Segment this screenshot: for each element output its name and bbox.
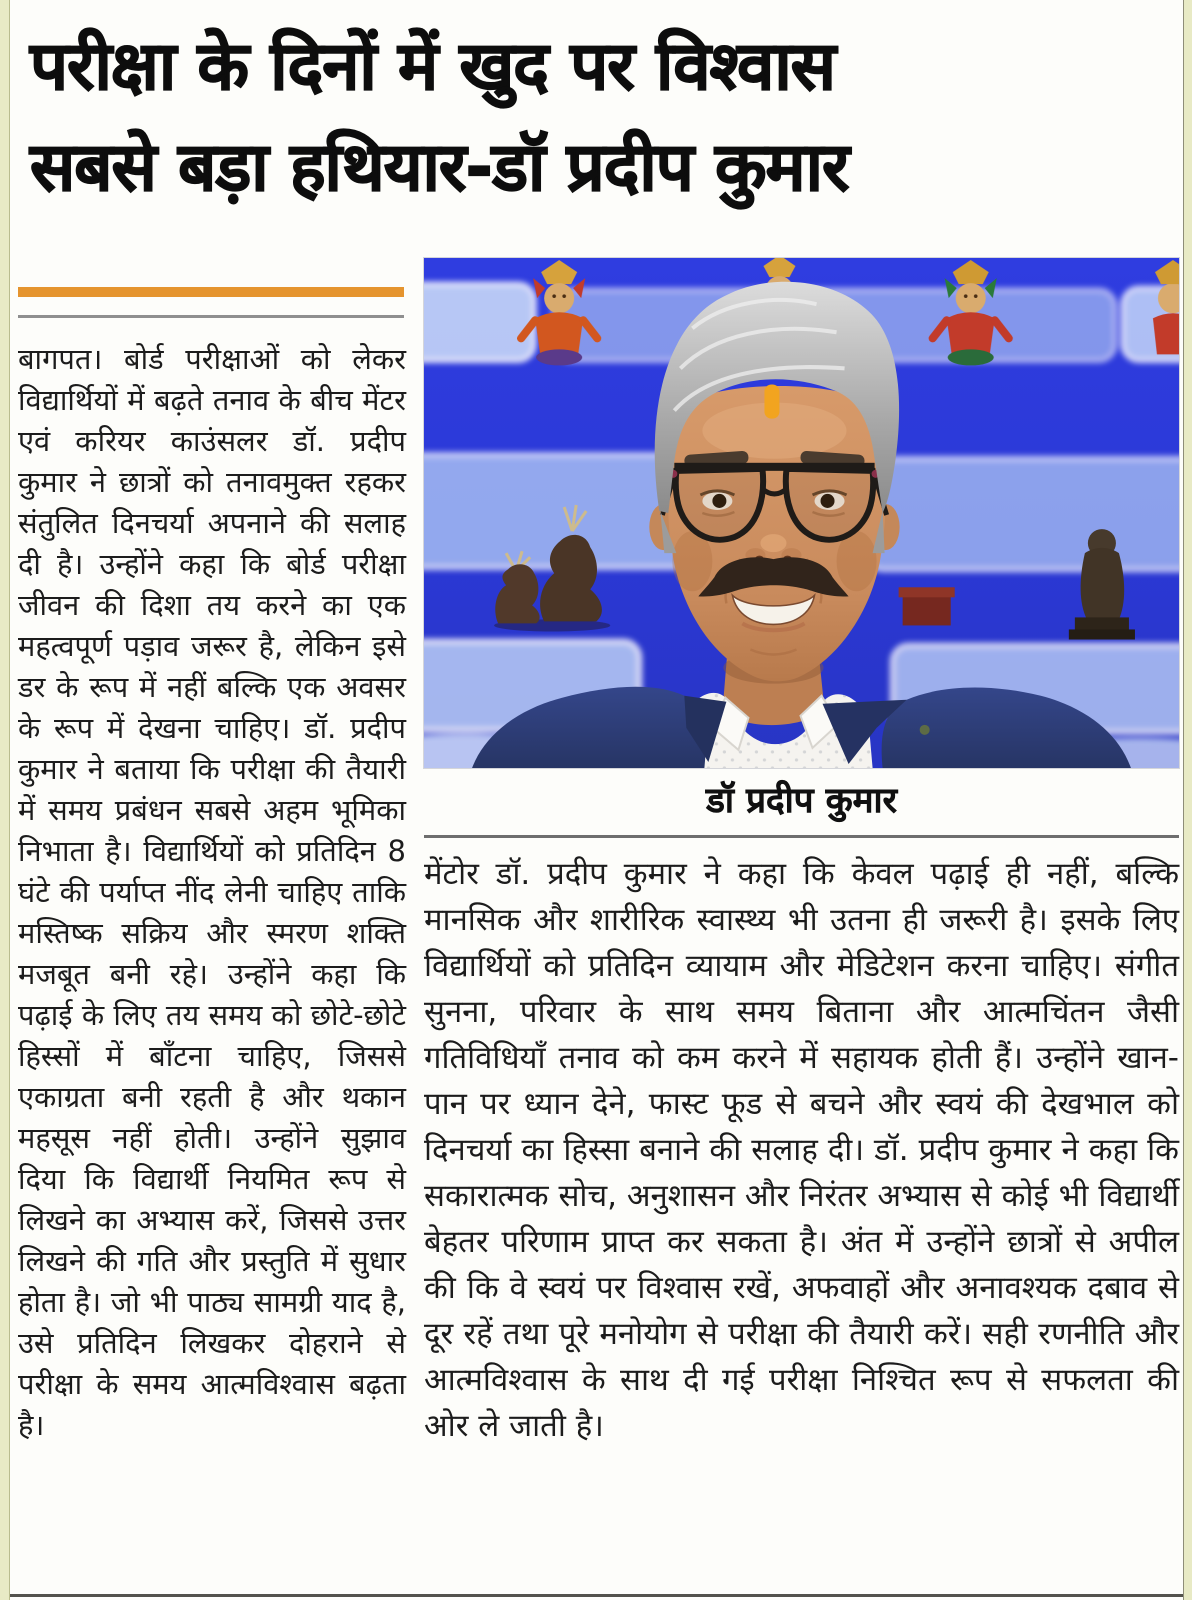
lede-accent-bar xyxy=(18,287,404,297)
bottom-edge-rule xyxy=(10,1594,1183,1597)
portrait-photo xyxy=(424,258,1179,768)
column-rule xyxy=(18,315,404,318)
lapel-pin xyxy=(920,725,930,735)
red-box-figurine xyxy=(899,587,955,625)
right-column xyxy=(424,258,1179,1449)
headline-line-2: सबसे बड़ा हथियार-डॉ प्रदीप कुमार xyxy=(30,128,849,206)
headline-line-1: परीक्षा के दिनों में खुद पर विश्वास xyxy=(30,27,835,105)
left-column xyxy=(18,287,406,1446)
right-edge-strip xyxy=(1183,0,1192,1600)
right-column-text: मेंटोर डॉ. प्रदीप कुमार ने कहा कि केवल पढ़ाई ही नहीं, बल्कि मानसिक और शारीरिक स्वास्थ्य भी उतना ही जरूरी है। इसके लिए विद्यार्थियों को प्रतिदिन व्यायाम और मेडिटेशन करना चाहिए। संगीत सुनना, परिवार के साथ समय बिताना और आत्मचिंतन जैसी गतिविधियाँ तनाव को कम करने में सहायक होती हैं। उन्होंने खान-पान पर ध्यान देने, फास्ट फूड से बचने और स्वयं की देखभाल को दिनचर्या का हिस्सा बनाने की सलाह दी। डॉ. प्रदीप कुमार ने कहा कि सकारात्मक सोच, अनुशासन और निरंतर अभ्यास से कोई भी विद्यार्थी बेहतर परिणाम प्राप्त कर सकता है। अंत में उन्होंने छात्रों से अपील की कि वे स्वयं पर विश्वास रखें, अफवाहों और अनावश्यक दबाव से दूर रहें तथा पूरे मनोयोग से परीक्षा की तैयारी करें। सही रणनीति और आत्मविश्वास के साथ दी गई परीक्षा निश्चित रूप से सफलता की ओर ले जाती है। xyxy=(424,856,1179,1444)
headline xyxy=(30,16,1170,218)
photo-caption: डॉ प्रदीप कुमार xyxy=(706,781,897,821)
tilak xyxy=(764,384,779,418)
left-column-text: बागपत। बोर्ड परीक्षाओं को लेकर विद्यार्थियों में बढ़ते तनाव के बीच मेंटर एवं करियर काउंसलर डॉ. प्रदीप कुमार ने छात्रों को तनावमुक्त रहकर संतुलित दिनचर्या अपनाने की सलाह दी है। उन्होंने कहा कि बोर्ड परीक्षा जीवन की दिशा तय करने का एक महत्वपूर्ण पड़ाव जरूर है, लेकिन इसे डर के रूप में नहीं बल्कि एक अवसर के रूप में देखना चाहिए। डॉ. प्रदीप कुमार ने बताया कि परीक्षा की तैयारी में समय प्रबंधन सबसे अहम भूमिका निभाता है। विद्यार्थियों को प्रतिदिन 8 घंटे की पर्याप्त नींद लेनी चाहिए ताकि मस्तिष्क सक्रिय और स्मरण शक्ति मजबूत बनी रहे। उन्होंने कहा कि पढ़ाई के लिए तय समय को छोटे-छोटे हिस्सों में बाँटना चाहिए, जिससे एकाग्रता बनी रहती है और थकान महसूस नहीं होती। उन्होंने सुझाव दिया कि विद्यार्थी नियमित रूप से लिखने का अभ्यास करें, जिससे उत्तर लिखने की गति और प्रस्तुति में सुधार होता है। जो भी पाठ्य सामग्री याद है, उसे प्रतिदिन लिखकर दोहराने से परीक्षा के समय आत्मविश्वास बढ़ता है। xyxy=(18,342,406,1442)
caption-rule xyxy=(424,835,1179,838)
left-edge-strip xyxy=(0,0,10,1600)
